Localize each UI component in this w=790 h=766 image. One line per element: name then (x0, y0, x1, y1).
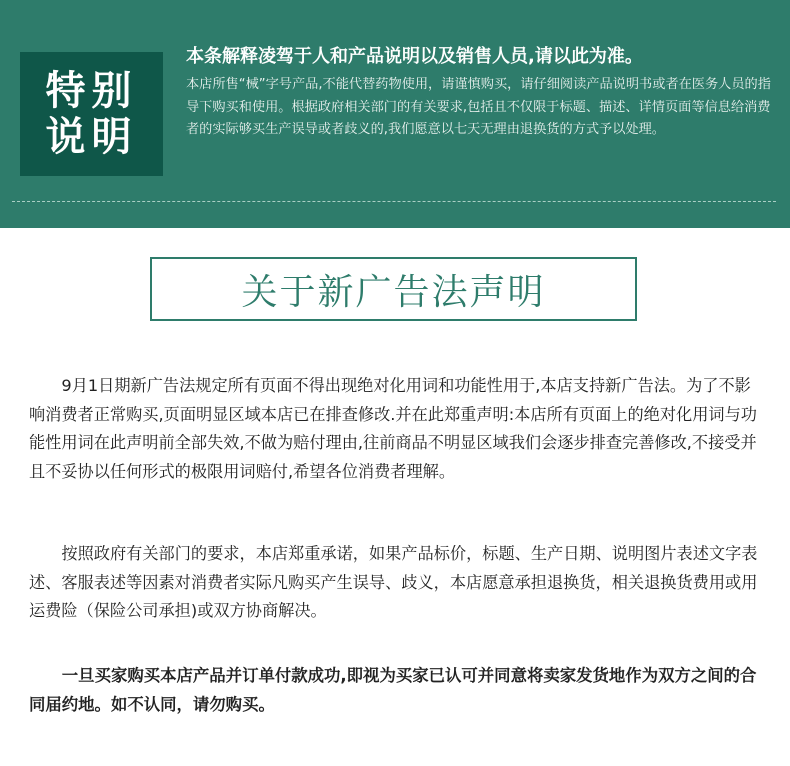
notice-title: 本条解释凌驾于人和产品说明以及销售人员,请以此为准。 (186, 46, 643, 67)
special-notice-badge (20, 52, 163, 176)
statement-paragraph-2: 按照政府有关部门的要求，本店郑重承诺，如果产品标价，标题、生产日期、说明图片表述文字表述、客服表述等因素对消费者实际凡购买产生误导、歧义，本店愿意承担退换货，相关退换货费用或用运费险（保险公司承担)或双方协商解决。 (29, 544, 758, 621)
notice-banner (0, 0, 790, 228)
badge-line-1: 特别 (45, 68, 138, 114)
badge-line-2: 说明 (45, 114, 138, 160)
notice-text-block (186, 44, 771, 142)
statement-paragraph-3: 一旦买家购买本店产品并订单付款成功,即视为买家已认可并同意将卖家发货地作为双方之间的合同届约地。如不认同，请勿购买。 (29, 666, 757, 714)
notice-body: 本店所售“械”字号产品,不能代替药物使用，请谨慎购买，请仔细阅读产品说明书或者在医务人员的指导下购买和使用。根据政府相关部门的有关要求,包括且不仅限于标题、描述、详情页面等信息给消费者的实际够买生产误导或者歧义的,我们愿意以七天无理由退换货的方式予以处理。 (186, 77, 771, 137)
statement-paragraph-1: 9月1日期新广告法规定所有页面不得出现绝对化用词和功能性用于,本店支持新广告法。为了不影响消费者正常购买,页面明显区域本店已在排查修改.并在此郑重声明:本店所有页面上的绝对化用词与功能性用词在此声明前全部失效,不做为赔付理由,往前商品不明显区域我们会逐步排查完善修改,不接受并且不妥协以任何形式的极限用词赔付,希望各位消费者理解。 (29, 376, 757, 481)
section-heading: 关于新广告法声明 (241, 271, 546, 313)
dashed-divider (12, 201, 776, 202)
section-heading-box (150, 257, 637, 321)
